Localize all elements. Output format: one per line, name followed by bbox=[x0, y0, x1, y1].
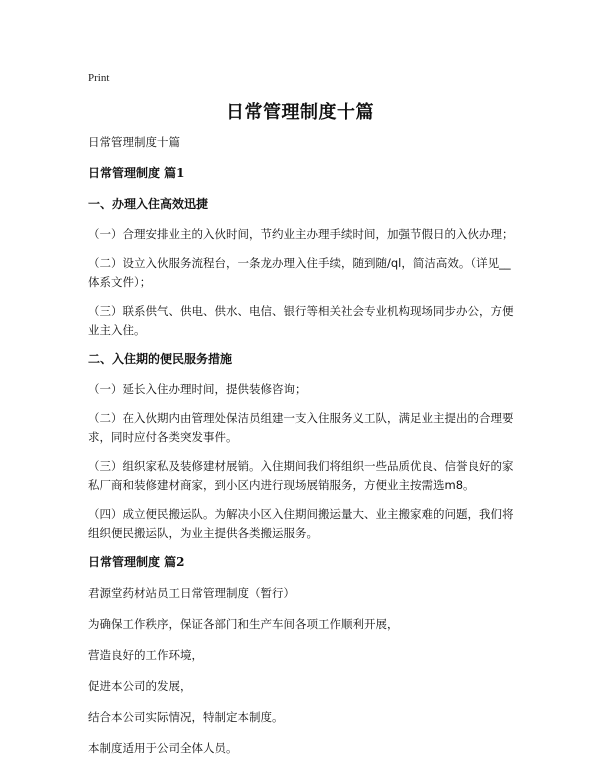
section-1-paragraph: （二）设立入伙服务流程台，一条龙办理入住手续，随到随/ql，简洁高效。（详见__体系文件）； bbox=[88, 256, 511, 289]
section-2-paragraph: （一）延长入住办理时间，提供装修咨询； bbox=[88, 382, 307, 396]
section-2-paragraph: （二）在入伙期内由管理处保洁员组建一支入住服务义工队，满足业主提出的合理要求，同时应付各类突发事件。 bbox=[88, 411, 514, 444]
part-2-heading: 日常管理制度 篇2 bbox=[88, 555, 185, 569]
section-1-heading: 一、办理入住高效迅捷 bbox=[88, 197, 209, 211]
document-subtitle: 日常管理制度十篇 bbox=[88, 135, 180, 149]
section-2-paragraph: （四）成立便民搬运队。为解决小区入住期间搬运量大、业主搬家难的问题，我们将组织便民搬运队，为业主提供各类搬运服务。 bbox=[88, 507, 514, 540]
part-2-line: 结合本公司实际情况，特制定本制度。 bbox=[88, 710, 284, 724]
print-link[interactable]: Print bbox=[88, 72, 110, 84]
part-1-heading: 日常管理制度 篇1 bbox=[88, 166, 185, 180]
document-title: 日常管理制度十篇 bbox=[226, 102, 374, 123]
section-1-paragraph: （一）合理安排业主的入伙时间，节约业主办理手续时间，加强节假日的入伙办理； bbox=[88, 227, 514, 241]
part-2-line: 君源堂药材站员工日常管理制度（暂行） bbox=[88, 586, 295, 600]
part-2-line: 本制度适用于公司全体人员。 bbox=[88, 741, 238, 755]
part-2-line: 营造良好的工作环境， bbox=[88, 648, 203, 662]
part-2-line: 促进本公司的发展， bbox=[88, 679, 192, 693]
part-2-line: 为确保工作秩序，保证各部门和生产车间各项工作顺利开展， bbox=[88, 617, 399, 631]
section-2-heading: 二、入住期的便民服务措施 bbox=[88, 352, 233, 366]
document-content bbox=[88, 133, 520, 770]
section-2-paragraph: （三）组织家私及装修建材展销。入住期间我们将组织一些品质优良、信誉良好的家私厂商和装修建材商家，到小区内进行现场展销服务，方便业主按需选m8。 bbox=[88, 459, 514, 492]
section-1-paragraph: （三）联系供气、供电、供水、电信、银行等相关社会专业机构现场同步办公，方便业主入住。 bbox=[88, 304, 514, 337]
